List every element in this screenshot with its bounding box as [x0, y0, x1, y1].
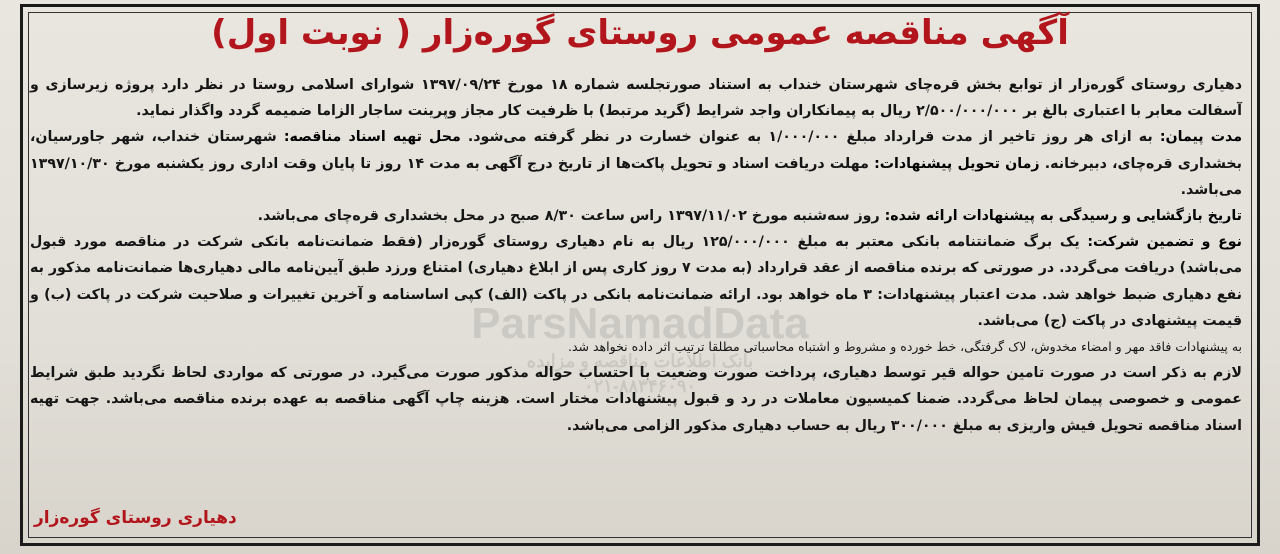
documents-location-text: شهرستان خنداب، شهر جاورسیان، بخشداری قره‌چای، دبیرخانه. — [30, 129, 1242, 172]
watermark-brand: ParsNamadData — [471, 299, 809, 348]
guarantee-text: یک برگ ضمانتنامه بانکی معتبر به مبلغ ۱۲۵/۰۰۰/۰۰۰ ریال به نام دهیاری روستای گوره‌زار (فقط ضمانت‌نامه بانکی شرکت در مناقصه مورد قبول می‌باشد) دریافت می‌گردد. در صورتی که برنده مناقصه از عقد قرارداد (به مدت ۷ روز کاری پس از ابلاغ دهیاری) امتناع ورزد طبق آیین‌نامه مالی دهیاری‌ها ضمانت‌نامه مذکور به نفع دهیاری ضبط خواهد شد. مدت اعتبار پیشنهادات: ۳ ماه خواهد بود. ارائه ضمانت‌نامه بانکی در پاکت (الف) کپی اساسنامه و آخرین تغییرات و صلاحیت شرکت در پاکت (ب) و قیمت پیشنهادی در پاکت (ج) می‌باشد. — [30, 234, 1242, 329]
submission-time-label: زمان تحویل پیشنهادات: — [874, 155, 1040, 172]
notice-body — [30, 72, 1242, 439]
contract-duration-label: مدت پیمان: — [1159, 129, 1242, 146]
opening-date-paragraph — [30, 203, 1242, 229]
final-paragraph: لازم به ذکر است در صورت تامین حواله قیر توسط دهیاری، پرداخت صورت وضعیت با احتساب حواله مذکور صورت می‌گیرد. در صورتی که مواردی لحاظ نگردید طبق شرایط عمومی و خصوصی پیمان لحاظ می‌گردد. ضمنا کمیسیون معاملات در رد و قبول پیشنهادات مختار است. هزینه چاپ آگهی مناقصه به عهده برنده مناقصه می‌باشد. جهت تهیه اسناد مناقصه تحویل فیش واریزی به مبلغ ۳۰۰/۰۰۰ ریال به حساب دهیاری مذکور الزامی می‌باشد. — [30, 365, 1242, 434]
contract-duration-paragraph — [30, 124, 1242, 203]
watermark-phone: ۰۲۱-۸۸۳۴۶۰۹۰ — [583, 376, 697, 396]
signature: دهیاری روستای گوره‌زار — [34, 508, 237, 528]
opening-date-text: روز سه‌شنبه مورخ ۱۳۹۷/۱۱/۰۲ راس ساعت ۸/۳۰ صبح در محل بخشداری قره‌چای می‌باشد. — [257, 208, 885, 225]
note-paragraph: به پیشنهادات فاقد مهر و امضاء مخدوش، لاک گرفتگی، خط خورده و مشروط و اشتباه محاسباتی مطلقا ترتیب اثر داده نخواهد شد. — [568, 339, 1242, 355]
documents-location-label: محل تهیه اسناد مناقصه: — [283, 129, 461, 146]
intro-paragraph: دهیاری روستای گوره‌زار از توابع بخش قره‌چای شهرستان خنداب به استناد صورتجلسه شماره ۱۸ مورخ ۱۳۹۷/۰۹/۲۴ شوارای اسلامی روستا در نظر دارد پروژه زیرسازی و آسفالت معابر با اعتباری بالغ بر ۲/۵۰۰/۰۰۰/۰۰۰ ریال به پیمانکاران واجد شرایط (گرید مرتبط) با ظرفیت کار مجاز وپرینت ساجار الزاما ضمیمه گردد واگذار نماید. — [30, 77, 1242, 120]
notice-title: آگهی مناقصه عمومی روستای گوره‌زار ( نوبت اول) — [211, 13, 1069, 53]
contract-duration-text: به ازای هر روز تاخیر از مدت قرارداد مبلغ ۱/۰۰۰/۰۰۰ به عنوان خسارت در نظر گرفته می‌شود. — [460, 129, 1160, 146]
guarantee-label: نوع و تضمین شرکت: — [1087, 234, 1243, 251]
guarantee-paragraph — [30, 229, 1242, 334]
submission-time-text: مهلت دریافت اسناد و تحویل پاکت‌ها از تاریخ درج آگهی به مدت ۱۴ روز تا پایان وقت اداری روز یکشنبه مورخ ۱۳۹۷/۱۰/۳۰ می‌باشد. — [30, 155, 1242, 198]
watermark-subtitle: بانک اطلاعات مناقصه و مزایده — [526, 351, 754, 371]
opening-date-label: تاریخ بازگشایی و رسیدگی به پیشنهادات ارائه شده: — [884, 208, 1242, 225]
